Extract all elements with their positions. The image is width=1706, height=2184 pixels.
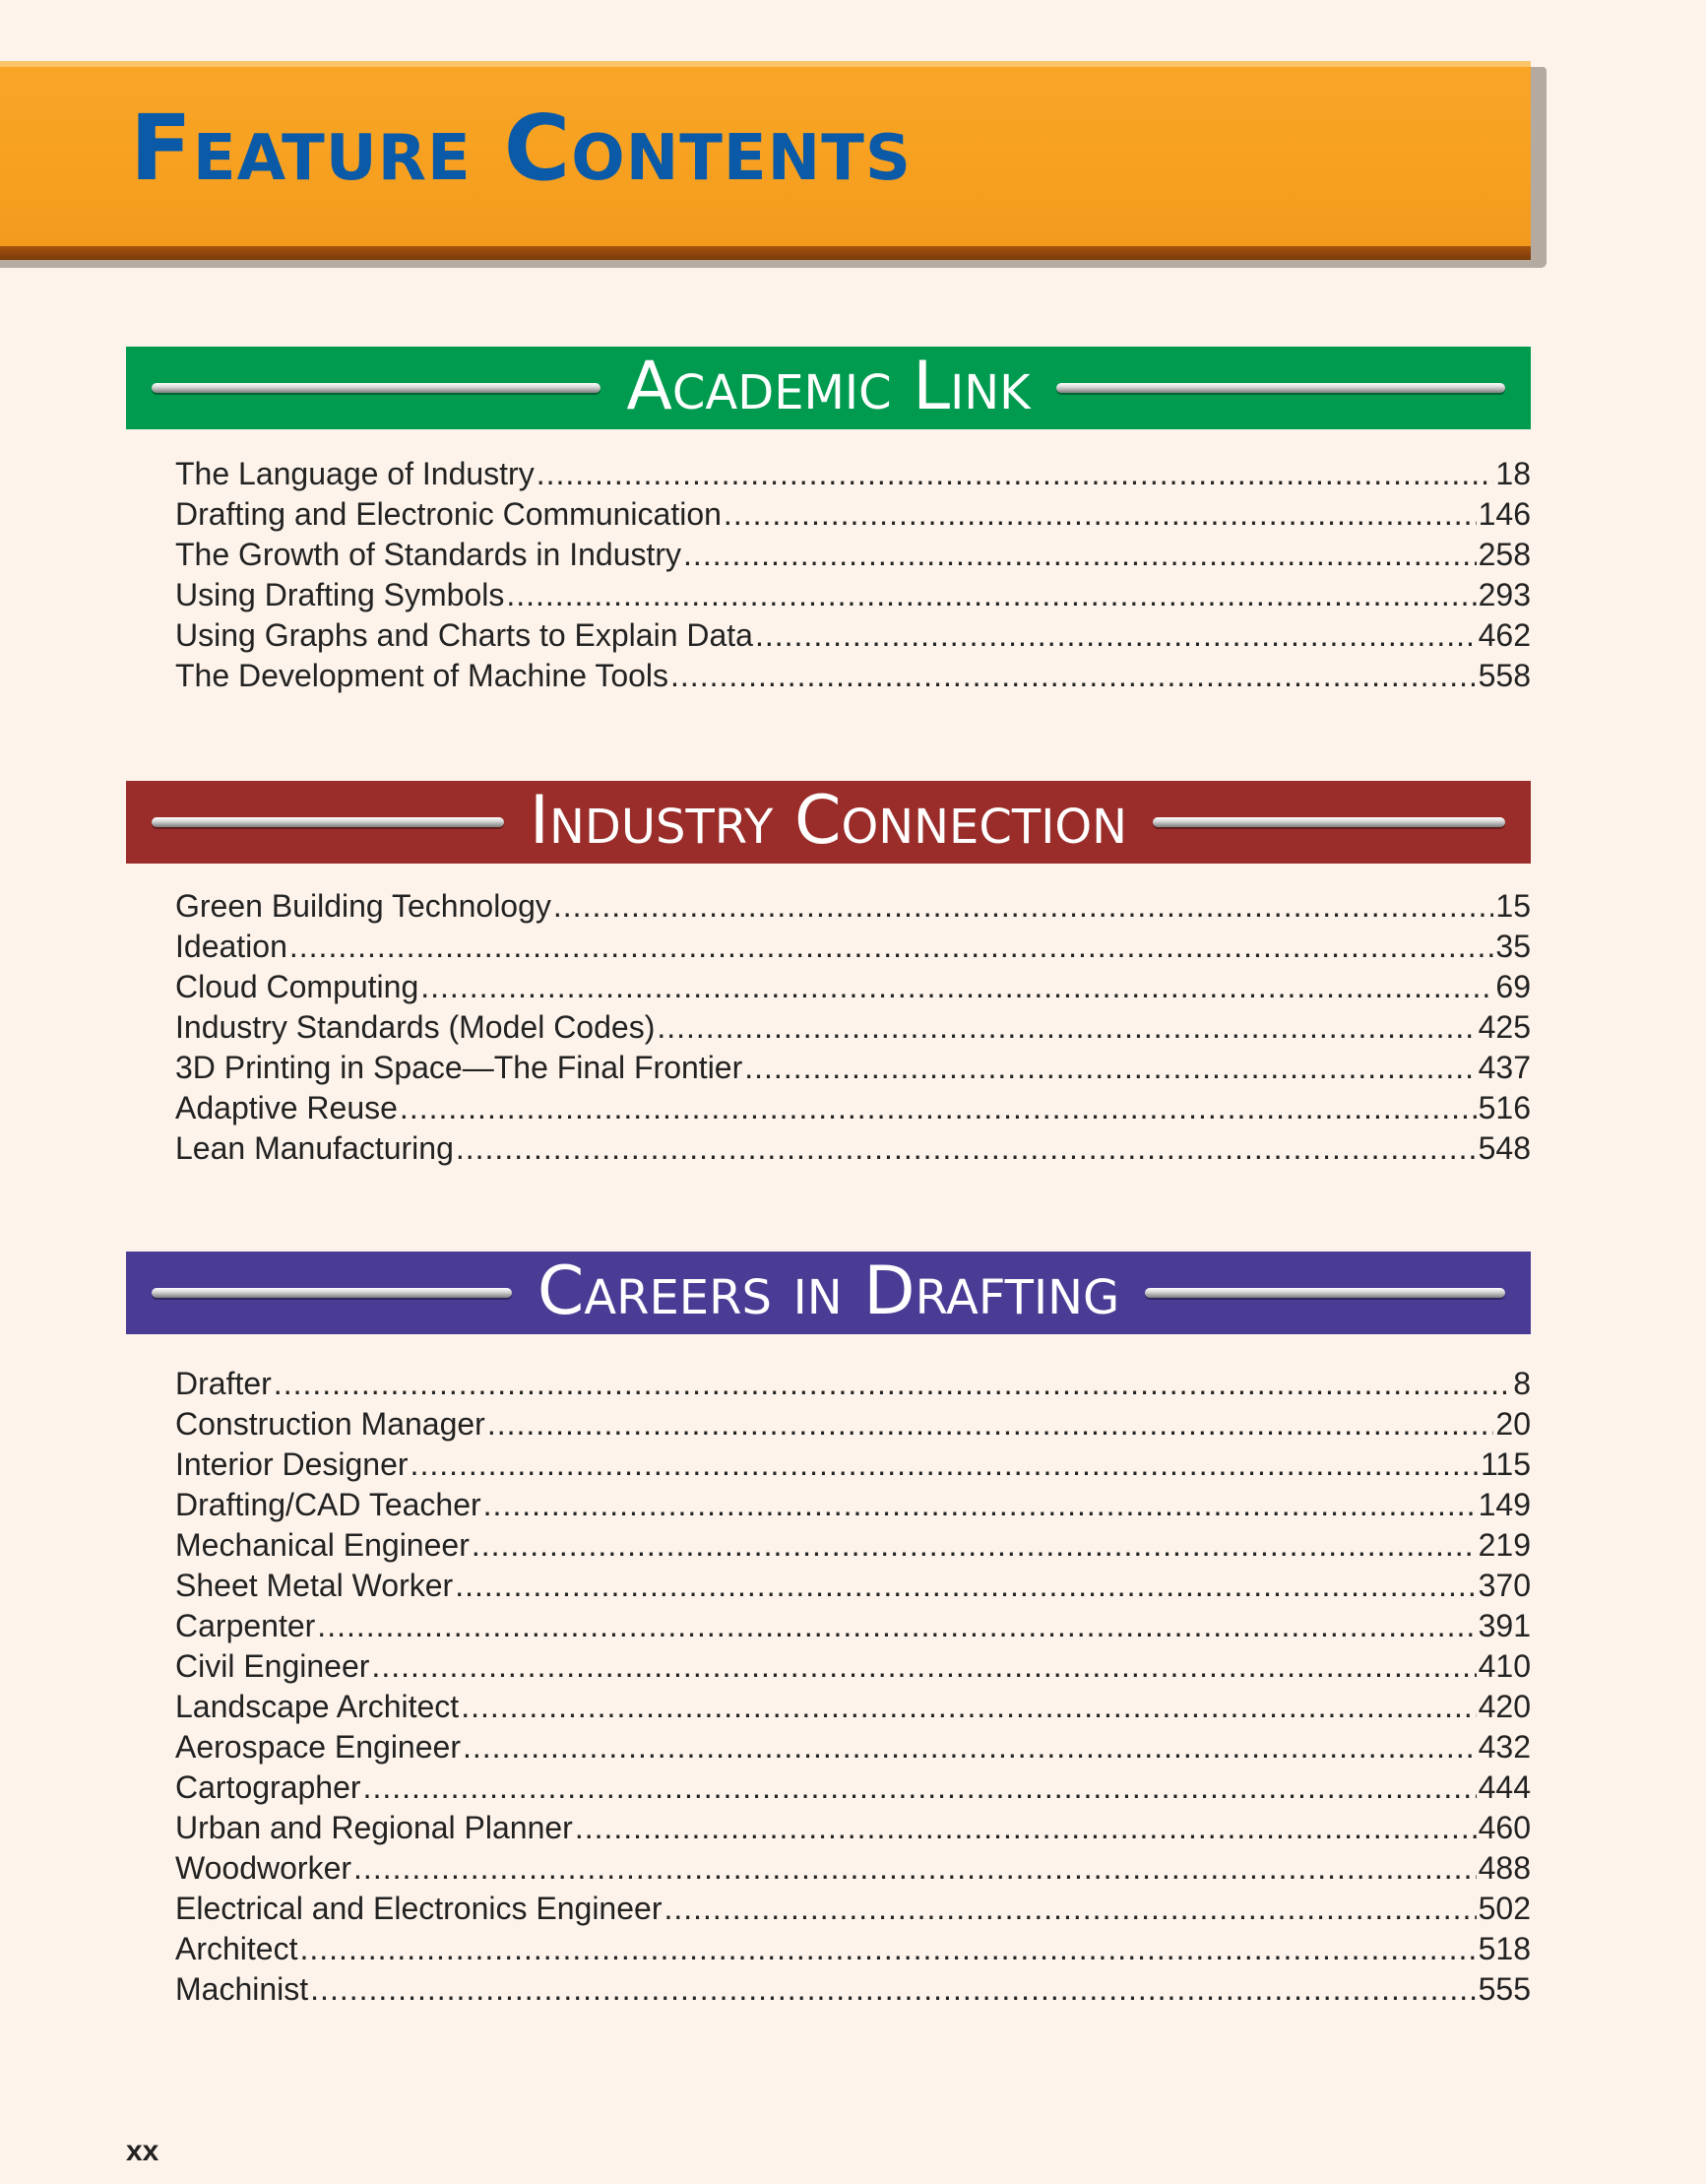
toc-entry[interactable] xyxy=(175,1364,1531,1404)
dot-leader xyxy=(353,1848,1477,1889)
toc-entry[interactable] xyxy=(175,1445,1531,1485)
page-title: Feature Contents xyxy=(130,96,912,201)
dot-leader xyxy=(400,1088,1477,1128)
toc-entry-title: Green Building Technology xyxy=(175,888,551,924)
title-banner-bevel xyxy=(1531,67,1547,268)
toc-entry[interactable] xyxy=(175,1048,1531,1088)
toc-entry-title: Industry Standards (Model Codes) xyxy=(175,1009,656,1045)
dot-leader xyxy=(483,1485,1477,1525)
dot-leader xyxy=(663,1889,1476,1929)
toc-entry[interactable] xyxy=(175,1889,1531,1929)
toc-entry[interactable] xyxy=(175,967,1531,1007)
toc-entry-page: 115 xyxy=(1480,1446,1531,1482)
toc-entry-page: 69 xyxy=(1495,969,1531,1004)
section-heading: Academic Link xyxy=(626,348,1031,425)
page-number: xx xyxy=(126,2135,159,2167)
dot-leader xyxy=(506,575,1476,615)
dot-leader xyxy=(472,1525,1477,1566)
section-header-careers-in-drafting xyxy=(126,1252,1531,1334)
section-heading: Industry Connection xyxy=(529,782,1128,860)
toc-entry-page: 420 xyxy=(1478,1689,1531,1724)
dot-leader xyxy=(289,927,1494,967)
dot-leader xyxy=(411,1445,1479,1485)
dot-leader xyxy=(310,1969,1476,2010)
decorative-rule-right xyxy=(1056,383,1505,393)
toc-entry[interactable] xyxy=(175,1929,1531,1969)
toc-entry-page: 444 xyxy=(1478,1769,1531,1805)
decorative-rule-left xyxy=(152,1288,512,1298)
dot-leader xyxy=(744,1048,1476,1088)
toc-entry-page: 462 xyxy=(1478,617,1531,653)
toc-entry-title: Lean Manufacturing xyxy=(175,1130,454,1166)
toc-entry-page: 488 xyxy=(1478,1850,1531,1886)
toc-entry[interactable] xyxy=(175,1485,1531,1525)
dot-leader xyxy=(363,1767,1477,1808)
toc-entry[interactable] xyxy=(175,1727,1531,1767)
dot-leader xyxy=(274,1364,1511,1404)
toc-entry-page: 146 xyxy=(1478,496,1531,532)
toc-entry[interactable] xyxy=(175,494,1531,535)
dot-leader xyxy=(420,967,1493,1007)
dot-leader xyxy=(317,1606,1476,1646)
dot-leader xyxy=(724,494,1477,535)
toc-entry[interactable] xyxy=(175,1404,1531,1445)
toc-entry-title: Interior Designer xyxy=(175,1446,409,1482)
dot-leader xyxy=(487,1404,1494,1445)
dot-leader xyxy=(455,1566,1476,1606)
toc-entry-title: Woodworker xyxy=(175,1850,352,1886)
toc-entry[interactable] xyxy=(175,1088,1531,1128)
toc-list-industry-connection xyxy=(175,886,1531,1169)
toc-entry-page: 502 xyxy=(1478,1891,1531,1926)
decorative-rule-left xyxy=(152,383,600,393)
toc-entry-page: 391 xyxy=(1478,1608,1531,1643)
dot-leader xyxy=(456,1128,1477,1169)
toc-entry-page: 410 xyxy=(1478,1648,1531,1684)
toc-entry[interactable] xyxy=(175,1128,1531,1169)
toc-entry-title: Drafting/CAD Teacher xyxy=(175,1487,481,1522)
decorative-rule-right xyxy=(1153,817,1505,827)
toc-entry-title: Mechanical Engineer xyxy=(175,1527,470,1563)
dot-leader xyxy=(537,454,1494,494)
toc-entry[interactable] xyxy=(175,575,1531,615)
toc-list-academic-link xyxy=(175,454,1531,696)
section-header-industry-connection xyxy=(126,781,1531,864)
toc-entry-page: 548 xyxy=(1478,1130,1531,1166)
toc-entry-title: Civil Engineer xyxy=(175,1648,370,1684)
toc-entry-title: The Growth of Standards in Industry xyxy=(175,537,682,572)
dot-leader xyxy=(755,615,1477,656)
dot-leader xyxy=(553,886,1494,927)
toc-entry-title: Cartographer xyxy=(175,1769,361,1805)
toc-entry[interactable] xyxy=(175,1848,1531,1889)
toc-entry-title: Carpenter xyxy=(175,1608,316,1643)
dot-leader xyxy=(299,1929,1476,1969)
toc-entry-title: Using Drafting Symbols xyxy=(175,577,505,612)
toc-entry[interactable] xyxy=(175,656,1531,696)
toc-entry-title: The Language of Industry xyxy=(175,456,535,491)
dot-leader xyxy=(670,656,1477,696)
toc-entry[interactable] xyxy=(175,1767,1531,1808)
decorative-rule-left xyxy=(152,817,504,827)
toc-entry-page: 149 xyxy=(1478,1487,1531,1522)
toc-entry-title: Landscape Architect xyxy=(175,1689,460,1724)
toc-entry-title: Drafting and Electronic Communication xyxy=(175,496,722,532)
toc-entry-page: 555 xyxy=(1478,1971,1531,2007)
title-banner-shadow xyxy=(0,260,1547,268)
toc-entry[interactable] xyxy=(175,535,1531,575)
toc-entry-page: 15 xyxy=(1495,888,1531,924)
toc-entry-page: 518 xyxy=(1478,1931,1531,1966)
toc-entry-title: 3D Printing in Space—The Final Frontier xyxy=(175,1050,743,1085)
toc-entry-page: 293 xyxy=(1478,577,1531,612)
toc-entry-title: Construction Manager xyxy=(175,1406,485,1442)
toc-entry-page: 35 xyxy=(1495,929,1531,964)
toc-entry-page: 558 xyxy=(1478,658,1531,693)
toc-entry-page: 460 xyxy=(1478,1810,1531,1845)
toc-entry[interactable] xyxy=(175,1606,1531,1646)
toc-entry[interactable] xyxy=(175,1646,1531,1687)
toc-entry-page: 425 xyxy=(1478,1009,1531,1045)
toc-entry-page: 437 xyxy=(1478,1050,1531,1085)
toc-entry-title: Adaptive Reuse xyxy=(175,1090,398,1125)
toc-entry[interactable] xyxy=(175,1525,1531,1566)
dot-leader xyxy=(463,1727,1477,1767)
section-heading: Careers in Drafting xyxy=(537,1253,1120,1330)
dot-leader xyxy=(683,535,1477,575)
toc-entry-title: Drafter xyxy=(175,1366,272,1401)
toc-entry-page: 219 xyxy=(1478,1527,1531,1563)
toc-entry-page: 370 xyxy=(1478,1568,1531,1603)
toc-entry-title: Using Graphs and Charts to Explain Data xyxy=(175,617,753,653)
dot-leader xyxy=(575,1808,1477,1848)
toc-entry-title: Sheet Metal Worker xyxy=(175,1568,454,1603)
toc-entry-title: Aerospace Engineer xyxy=(175,1729,461,1765)
toc-entry-page: 20 xyxy=(1495,1406,1531,1442)
toc-entry-page: 432 xyxy=(1478,1729,1531,1765)
toc-entry-title: Ideation xyxy=(175,929,287,964)
toc-entry-title: Cloud Computing xyxy=(175,969,419,1004)
toc-entry[interactable] xyxy=(175,927,1531,967)
toc-entry-page: 8 xyxy=(1513,1366,1531,1401)
toc-entry-page: 258 xyxy=(1478,537,1531,572)
toc-entry[interactable] xyxy=(175,1566,1531,1606)
toc-entry-page: 516 xyxy=(1478,1090,1531,1125)
toc-entry[interactable] xyxy=(175,1969,1531,2010)
toc-entry-title: Machinist xyxy=(175,1971,309,2007)
toc-entry-title: Urban and Regional Planner xyxy=(175,1810,573,1845)
toc-entry[interactable] xyxy=(175,454,1531,494)
toc-entry-title: Architect xyxy=(175,1931,298,1966)
dot-leader xyxy=(461,1687,1476,1727)
toc-entry[interactable] xyxy=(175,1007,1531,1048)
dot-leader xyxy=(371,1646,1476,1687)
toc-entry-title: The Development of Machine Tools xyxy=(175,658,669,693)
dot-leader xyxy=(657,1007,1476,1048)
section-header-academic-link xyxy=(126,347,1531,429)
toc-entry-title: Electrical and Electronics Engineer xyxy=(175,1891,663,1926)
toc-entry[interactable] xyxy=(175,1687,1531,1727)
decorative-rule-right xyxy=(1145,1288,1505,1298)
toc-entry[interactable] xyxy=(175,886,1531,927)
toc-list-careers-in-drafting xyxy=(175,1364,1531,2010)
toc-entry[interactable] xyxy=(175,1808,1531,1848)
toc-entry[interactable] xyxy=(175,615,1531,656)
toc-entry-page: 18 xyxy=(1495,456,1531,491)
